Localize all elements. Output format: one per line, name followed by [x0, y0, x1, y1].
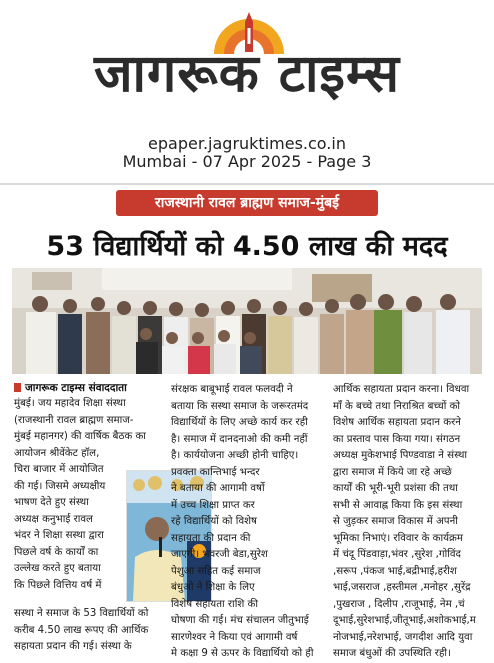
article-text-line: भूमिका निभाएं। रविवार के कार्यक्रम: [333, 532, 463, 544]
article-text-line: जाएगी। भवरजी बेडा,सुरेश: [171, 549, 268, 560]
epaper-url[interactable]: epaper.jagruktimes.co.in: [148, 134, 346, 153]
article-text-line: है। कार्ययोजना अच्छी होनी चाहिए।: [171, 450, 299, 461]
article-text-line: भाई,जसराज ,हस्तीमल ,मनोहर ,सुरेंद्र: [333, 582, 471, 593]
article-headline: 53 विद्यार्थियों को 4.50 लाख की मदद: [46, 231, 448, 262]
article-text-line: कि पिछले वित्तिय वर्ष में: [14, 579, 102, 591]
article-text-line: भाषण देते हुए संस्था: [14, 497, 89, 508]
article-text-line: मुंबई महानगर) की वार्षिक बैठक का: [14, 431, 146, 442]
article-text-line: मुंबई। जय महादेव शिक्षा संस्था: [14, 398, 126, 409]
article-text-line: आयोजन श्रीवेंकेट हॉल,: [14, 447, 100, 459]
article-text-line: अध्यक्ष कनुभाई रावल: [14, 513, 93, 525]
article-text-line: पेशुआ सहित कई समाज: [171, 565, 261, 577]
article-text-line: सहायता प्रदान की गई। संस्था के: [14, 641, 132, 652]
article-text-line: से जुड़कर समाज विकास में अपनी: [333, 516, 458, 527]
article-text-line: विशेष सहायता राशि की: [171, 598, 258, 610]
article-text-line: ,सरूप ,पंकज भाई,बद्रीभाई,हरीश: [333, 565, 457, 577]
newspaper-title: जागरूक टाइम्स: [93, 44, 401, 104]
article-column-2: [171, 382, 319, 663]
article-text-line: विशेष आर्थिक सहायता प्रदान करने: [333, 417, 461, 428]
article-text-line: अध्यक्ष मुकेशभाई पिण्डवाडा ने संस्था: [333, 450, 467, 461]
article-text-line: द्वारा समाज में किये जा रहे अच्छे: [333, 466, 452, 478]
byline: [14, 381, 164, 395]
article-text-line: भंदर ने शिक्षा सस्था द्वारा: [14, 530, 104, 541]
article-text-line: ने बताया की आगामी वर्षो: [171, 483, 265, 494]
article-text-line: पिछले वर्ष के कार्यों का: [14, 546, 99, 558]
article-text-line: विद्यार्थियों के लिए अच्छे कार्य कर रही: [171, 417, 308, 428]
article-text-line: माँ के बच्चे तथा निराश्रित बच्चों को: [333, 400, 461, 412]
article-text-line: मे कक्षा 9 से ऊपर के विद्यार्थियो को ही: [171, 648, 314, 659]
article-text-line: सभी से आवाह्न किया कि इस संस्था: [333, 499, 463, 511]
section-tag: राजस्थानी रावल ब्राह्मण समाज-मुंबई: [116, 190, 378, 216]
article-text-line: समाज बंधुओं की उपस्थिति रही।: [333, 648, 451, 659]
article-text-line: रहे विद्यार्थियों को विशेष: [171, 516, 257, 527]
article-text-line: दूभाई,सुरेशभाई,जीतूभाई,अशोकभाई,म: [333, 615, 476, 626]
article-text-line: उल्लेख करते हुए बताया: [14, 563, 101, 574]
article-text-line: है। समाज में दानदनाओ की कमी नहीं: [171, 433, 308, 445]
article-text-line: बंधुओ ने शिक्षा के लिए: [171, 582, 255, 593]
article-text-line: संरक्षक बाबूभाई रावल फलवदी ने: [171, 384, 293, 395]
article-text-line: सारणेश्वर ने किया एवं आगामी वर्ष: [171, 631, 298, 643]
article-text-line: चिरा बाजार में आयोजित: [14, 464, 104, 475]
article-text-line: बताया कि सस्था समाज के जरूरतमंद: [171, 400, 309, 412]
article-text-line: (राजस्थानी रावल ब्राह्मण समाज-: [14, 414, 134, 426]
masthead: [0, 0, 494, 120]
article-column-1-lower: [14, 606, 164, 656]
article-text-line: सस्था ने समाज के 53 विद्यार्थियों को: [14, 608, 149, 619]
article-column-3: [333, 382, 481, 663]
byline-marker-icon: [14, 383, 21, 392]
article-text-line: करीब 4.50 लाख रूपए की आर्थिक: [14, 624, 149, 636]
article-text-line: सहायता की प्रदान की: [171, 532, 251, 544]
article-text-line: का प्रस्ताव पास किया गया। संगठन: [333, 433, 461, 445]
article-text-line: घोषणा की गई। मंच संचालन जीतुभाई: [171, 615, 309, 626]
article-text-line: नोजभाई,नरेशभाई, जगदीश आदि युवा: [333, 631, 473, 643]
article-text-line: में उच्च शिक्षा प्राप्त कर: [171, 499, 255, 511]
article-text-line: कार्यों की भूरी-भूरी प्रशंसा की तथा: [333, 483, 458, 494]
divider: [0, 183, 494, 185]
article-text-line: प्रवक्ता कान्तिभाई भन्दर: [171, 466, 260, 478]
article-text-line: में चंदू पिंडवाड़ा,भंवर ,सुरेश ,गोविंद: [333, 549, 461, 560]
article-text-line: ,पुखराज , दिलीप ,राजूभाई, नेम ,चं: [333, 598, 465, 610]
article-text-line: आर्थिक सहायता प्रदान करना। विधवा: [333, 384, 470, 395]
group-photo: [12, 268, 482, 374]
byline-text: जागरूक टाइम्स संवाददाता: [25, 382, 127, 394]
edition-info: Mumbai - 07 Apr 2025 - Page 3: [122, 152, 372, 171]
article-text-line: की गई। जिसमे अध्यक्षीय: [14, 480, 106, 492]
